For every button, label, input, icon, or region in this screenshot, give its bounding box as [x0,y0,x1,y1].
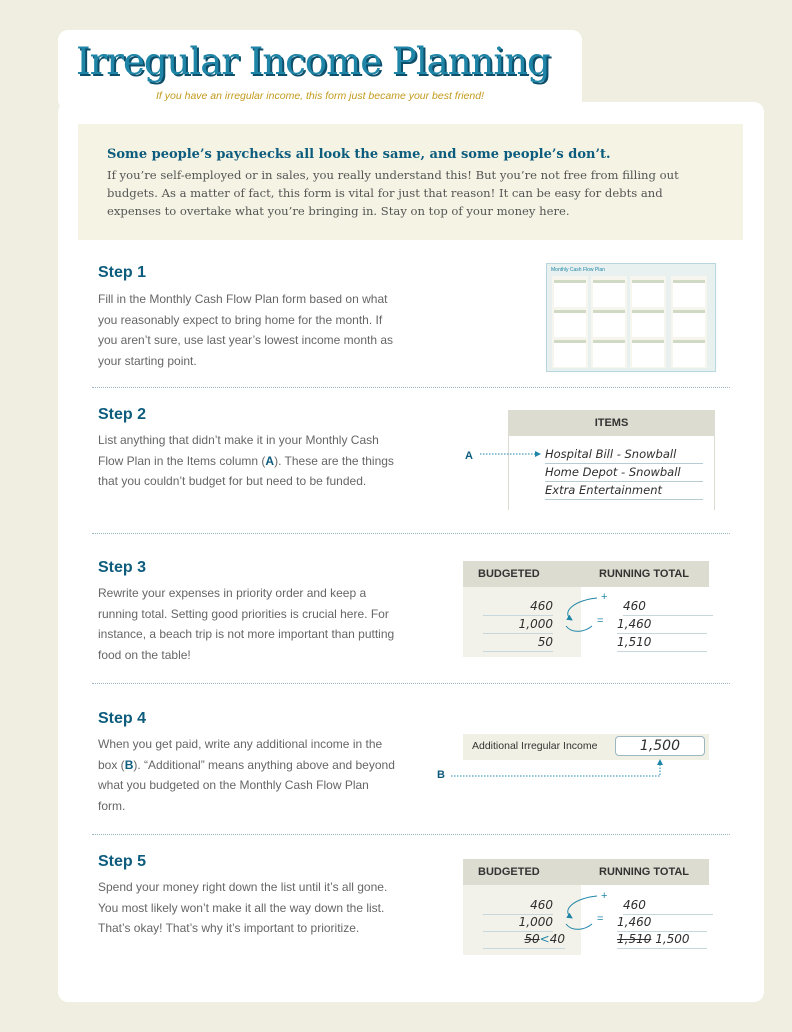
step5-curve-arrow-2 [566,924,592,929]
thumbnail-title: Monthly Cash Flow Plan [551,267,605,273]
page-subtitle: If you have an irregular income, this form just became your best friend! [156,90,484,102]
running-total-value: 460 [623,598,713,616]
budgeted-value: 50 [483,634,553,652]
items-header: ITEMS [509,410,714,436]
new-budget: 40 [549,932,565,946]
step5-curve-arrow [568,896,597,918]
step-5-body: Spend your money right down the list until it’s all gone. You most likely won’t make it all the way down the list. That’s okay! That’s why it’s important to prioritize. [98,880,388,935]
running-total-header: RUNNING TOTAL [599,866,690,878]
irregular-income-label: Additional Irregular Income [472,740,598,752]
intro-text: If you’re self-employed or in sales, you really understand this! But you’re not free from filling out budgets. As a matter of fact, this form is vital for just that reason! It can be easy for debts and expenses to overtake what you’re bringing in. Stay on top of your money here. [107,168,679,218]
equals-sign: = [597,615,604,627]
irregular-income-value: 1,500 [639,738,680,754]
running-total-header: RUNNING TOTAL [599,568,690,580]
step-2-title: Step 2 [98,406,147,423]
budgeted-value: 1,000 [483,914,553,932]
marker-a: A [465,450,473,462]
plus-sign: + [601,890,608,902]
step-1-body: Fill in the Monthly Cash Flow Plan form based on what you reasonably expect to bring home for the month. If you aren’t sure, use last year’s lowest income month as your starting point. [98,292,394,368]
step3-curve-arrow-2 [566,626,592,631]
budgeted-value-revised: 50<40 [483,931,565,949]
plus-sign: + [601,591,608,603]
crossed-budget: 50 [524,932,540,946]
marker-b: B [437,769,445,781]
budgeted-value: 460 [483,598,553,616]
budgeted-header: BUDGETED [478,568,540,580]
arrow-b-line [451,760,660,776]
step-4-title: Step 4 [98,710,147,727]
item-row: Home Depot - Snowball [545,464,703,482]
item-row: Hospital Bill - Snowball [545,446,703,464]
running-total-value: 460 [623,897,713,915]
step-2-body: List anything that didn’t make it in your Monthly Cash Flow Plan in the Items column (A). These are the things that you couldn’t budget for but need to be funded. [98,433,394,488]
item-row: Extra Entertainment [545,482,703,500]
step-5-title: Step 5 [98,853,147,870]
equals-sign: = [597,913,604,925]
running-total-value: 1,510 [617,634,707,652]
running-total-value: 1,460 [617,914,707,932]
crossed-running: 1,510 [617,932,652,946]
running-total-value: 1,460 [617,616,707,634]
new-running: 1,500 [655,932,690,946]
intro-heading: Some people’s paychecks all look the same, and some people’s don’t. [107,147,611,162]
step-3-title: Step 3 [98,559,147,576]
budgeted-value: 460 [483,897,553,915]
step-4-body: When you get paid, write any additional income in the box (B). “Additional” means anything above and beyond what you budgeted on the Monthly Cash Flow Plan form. [98,737,395,813]
page-title: Irregular Income Planning [76,40,550,83]
budgeted-header: BUDGETED [478,866,540,878]
step-3-body: Rewrite your expenses in priority order and keep a running total. Setting good priorities is crucial here. For instance, a beach trip is not more important than putting food on the table! [98,586,395,662]
step3-curve-arrow [568,598,597,620]
step-1-title: Step 1 [98,264,147,281]
budgeted-value: 1,000 [483,616,553,634]
